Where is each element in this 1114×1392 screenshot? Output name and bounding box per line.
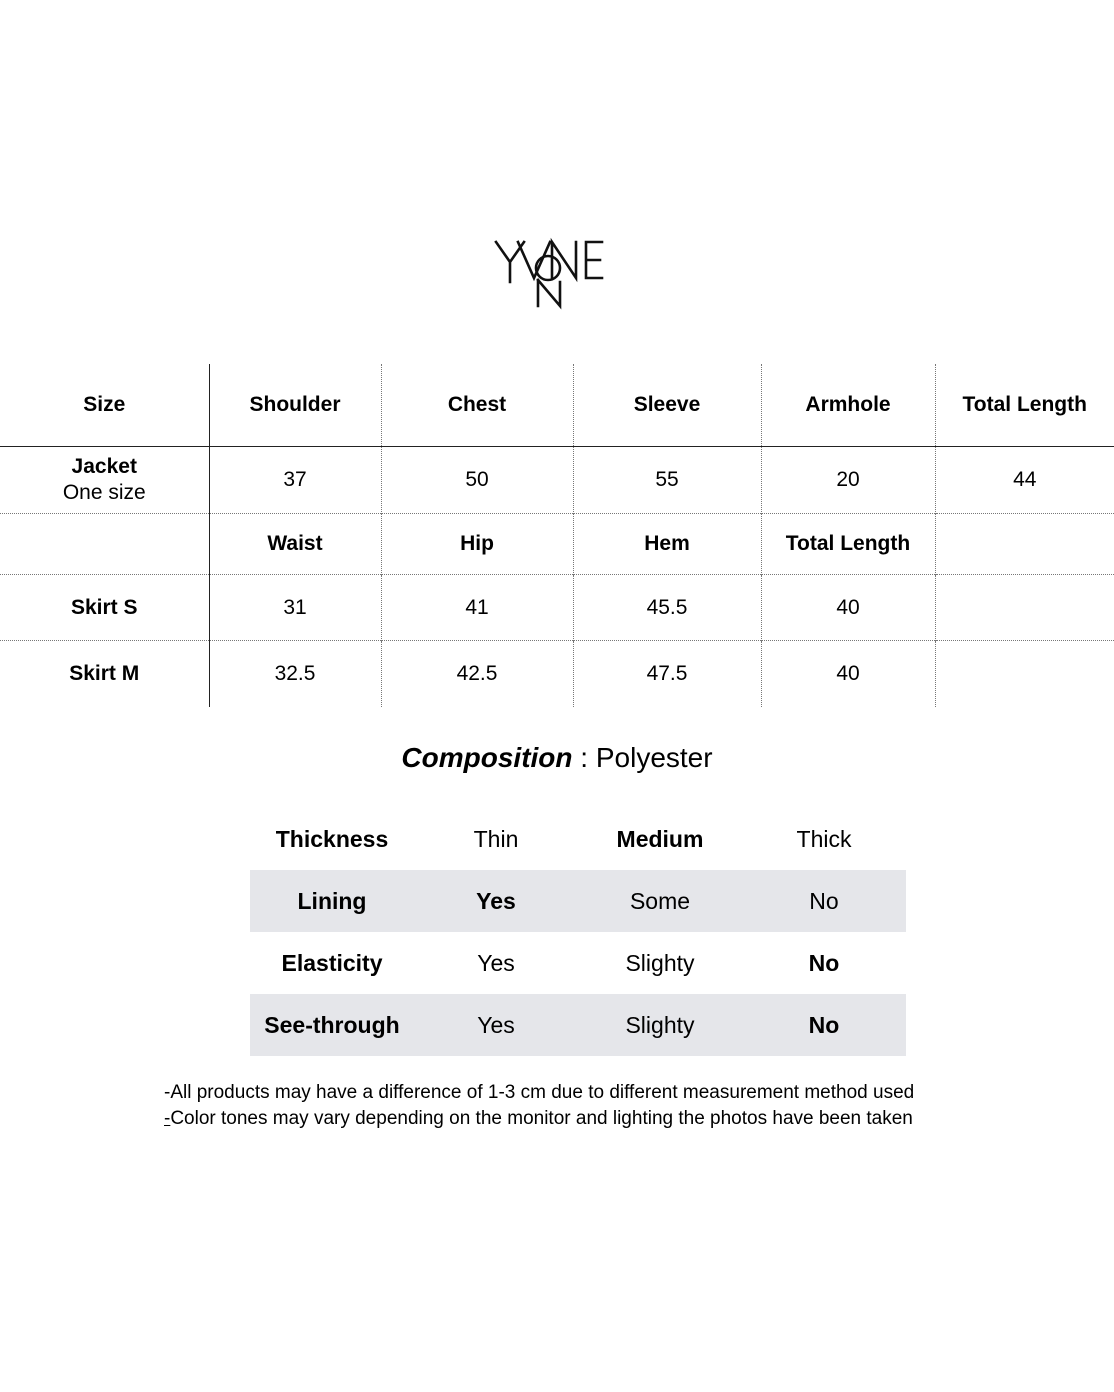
size-chart: [0, 364, 1114, 707]
brand-logo: [490, 232, 614, 310]
skirt-s-waist: 31: [209, 575, 381, 641]
fabric-property-label: Thickness: [275, 825, 389, 852]
header-total-length: Total Length: [935, 364, 1114, 447]
table-row: [0, 641, 1114, 708]
header-hip: Hip: [381, 514, 573, 575]
skirt-m-empty: [935, 641, 1114, 708]
fabric-property-label: Elasticity: [281, 949, 383, 976]
skirt-header-row: [0, 514, 1114, 575]
note-measurement: -All products may have a difference of 1-3 cm due to different measurement method used: [164, 1082, 915, 1103]
composition-label: Composition: [401, 742, 573, 773]
fabric-row: [250, 808, 906, 870]
composition-value: Polyester: [595, 742, 713, 773]
fabric-option: Yes: [477, 949, 515, 976]
header-skirt-total-length: Total Length: [761, 514, 935, 575]
fabric-property-label: See-through: [250, 994, 414, 1056]
fabric-option: Thin: [473, 825, 519, 852]
header-hem: Hem: [573, 514, 761, 575]
jacket-armhole: 20: [761, 447, 935, 514]
fabric-option-selected: No: [742, 994, 906, 1056]
disclaimer-notes: [164, 1080, 914, 1132]
header-armhole: Armhole: [761, 364, 935, 447]
jacket-chest: 50: [381, 447, 573, 514]
fabric-property-label: Lining: [250, 870, 414, 932]
jacket-title: Jacket: [71, 455, 137, 478]
header-shoulder: Shoulder: [209, 364, 381, 447]
skirt-m-hip: 42.5: [381, 641, 573, 708]
skirt-m-total-length: 40: [761, 641, 935, 708]
jacket-size-note: One size: [62, 481, 146, 504]
jacket-sleeve: 55: [573, 447, 761, 514]
fabric-option: Thick: [796, 825, 852, 852]
header-chest: Chest: [381, 364, 573, 447]
composition-separator: :: [572, 742, 596, 773]
skirt-s-hem: 45.5: [573, 575, 761, 641]
header-sleeve: Sleeve: [573, 364, 761, 447]
fabric-option: Some: [578, 870, 742, 932]
fabric-row: [250, 994, 906, 1056]
header-waist: Waist: [209, 514, 381, 575]
skirt-s-label: Skirt S: [0, 575, 209, 641]
fabric-option-selected: Yes: [414, 870, 578, 932]
jacket-shoulder: 37: [209, 447, 381, 514]
skirt-header-empty-end: [935, 514, 1114, 575]
skirt-s-hip: 41: [381, 575, 573, 641]
fabric-option: Yes: [414, 994, 578, 1056]
fabric-option: Slighty: [625, 949, 695, 976]
fabric-option: Slighty: [578, 994, 742, 1056]
yvonne-monogram-icon: [490, 232, 614, 310]
fabric-row: [250, 870, 906, 932]
note-color: [164, 1106, 914, 1132]
table-row: [0, 575, 1114, 641]
note-color-dash: -: [164, 1108, 171, 1129]
composition-line: [0, 742, 1114, 774]
fabric-properties-table: [250, 808, 906, 1056]
skirt-m-hem: 47.5: [573, 641, 761, 708]
skirt-s-empty: [935, 575, 1114, 641]
note-color-text: Color tones may vary depending on the monitor and lighting the photos have been taken: [170, 1108, 913, 1129]
fabric-option: No: [742, 870, 906, 932]
skirt-m-waist: 32.5: [209, 641, 381, 708]
jacket-label: [0, 447, 209, 514]
skirt-m-label: Skirt M: [0, 641, 209, 708]
skirt-s-total-length: 40: [761, 575, 935, 641]
jacket-total-length: 44: [935, 447, 1114, 514]
header-size: Size: [83, 393, 126, 416]
fabric-row: [250, 932, 906, 994]
fabric-option-selected: Medium: [616, 825, 704, 852]
fabric-option-selected: No: [808, 949, 840, 976]
size-header-row: [0, 364, 1114, 447]
jacket-row: [0, 447, 1114, 514]
skirt-header-empty: [0, 514, 209, 575]
